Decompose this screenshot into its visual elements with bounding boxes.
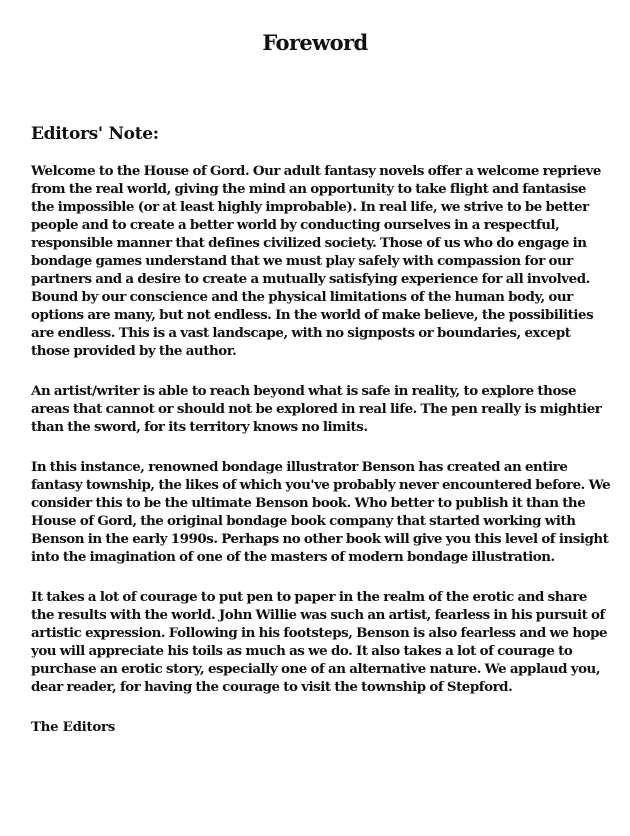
section-heading: Editors' Note: bbox=[31, 124, 159, 144]
paragraph-welcome: Welcome to the House of Gord. Our adult fantasy novels offer a welcome reprieve from the real world, giving the mind an opportunity to take flight and fantasise the impossible (or at least highly improbable). In real life, we strive to be better people and to create a better world by conducting ourselves in a respectful, responsible manner that defines civilized society. Those of us who do engage in bondage games understand that we must play safely with compassion for our partners and a desire to create a mutually satisfying experience for all involved. Bound by our conscience and the physical limitations of the human body, our options are many, but not endless. In the world of make believe, the possibilities are endless. This is a vast landscape, with no signposts or boundaries, except those provided by the author. bbox=[31, 163, 601, 359]
paragraph-benson: In this instance, renowned bondage illustrator Benson has created an entire fantasy township, the likes of which you've probably never encountered before. We consider this to be the ultimate Benson book. Who better to publish it than the House of Gord, the original bondage book company that started working with Benson in the early 1990s. Perhaps no other book will give you this level of insight into the imagination of one of the masters of modern bondage illustration. bbox=[31, 459, 611, 565]
page-title: Foreword bbox=[262, 30, 368, 55]
paragraph-courage: It takes a lot of courage to put pen to paper in the realm of the erotic and share the results with the world. John Willie was such an artist, fearless in his pursuit of artistic expression. Following in his footsteps, Benson is also fearless and we hope you will appreciate his toils as much as we do. It also takes a lot of courage to purchase an erotic story, especially one of an alternative nature. We applaud you, dear reader, for having the courage to visit the township of Stepford. bbox=[31, 589, 608, 695]
paragraph-artist-writer: An artist/writer is able to reach beyond what is safe in reality, to explore those areas that cannot or should not be explored in real life. The pen really is mightier than the sword, for its territory knows no limits. bbox=[31, 383, 602, 435]
signoff: The Editors bbox=[31, 719, 115, 735]
body-text bbox=[31, 162, 611, 736]
